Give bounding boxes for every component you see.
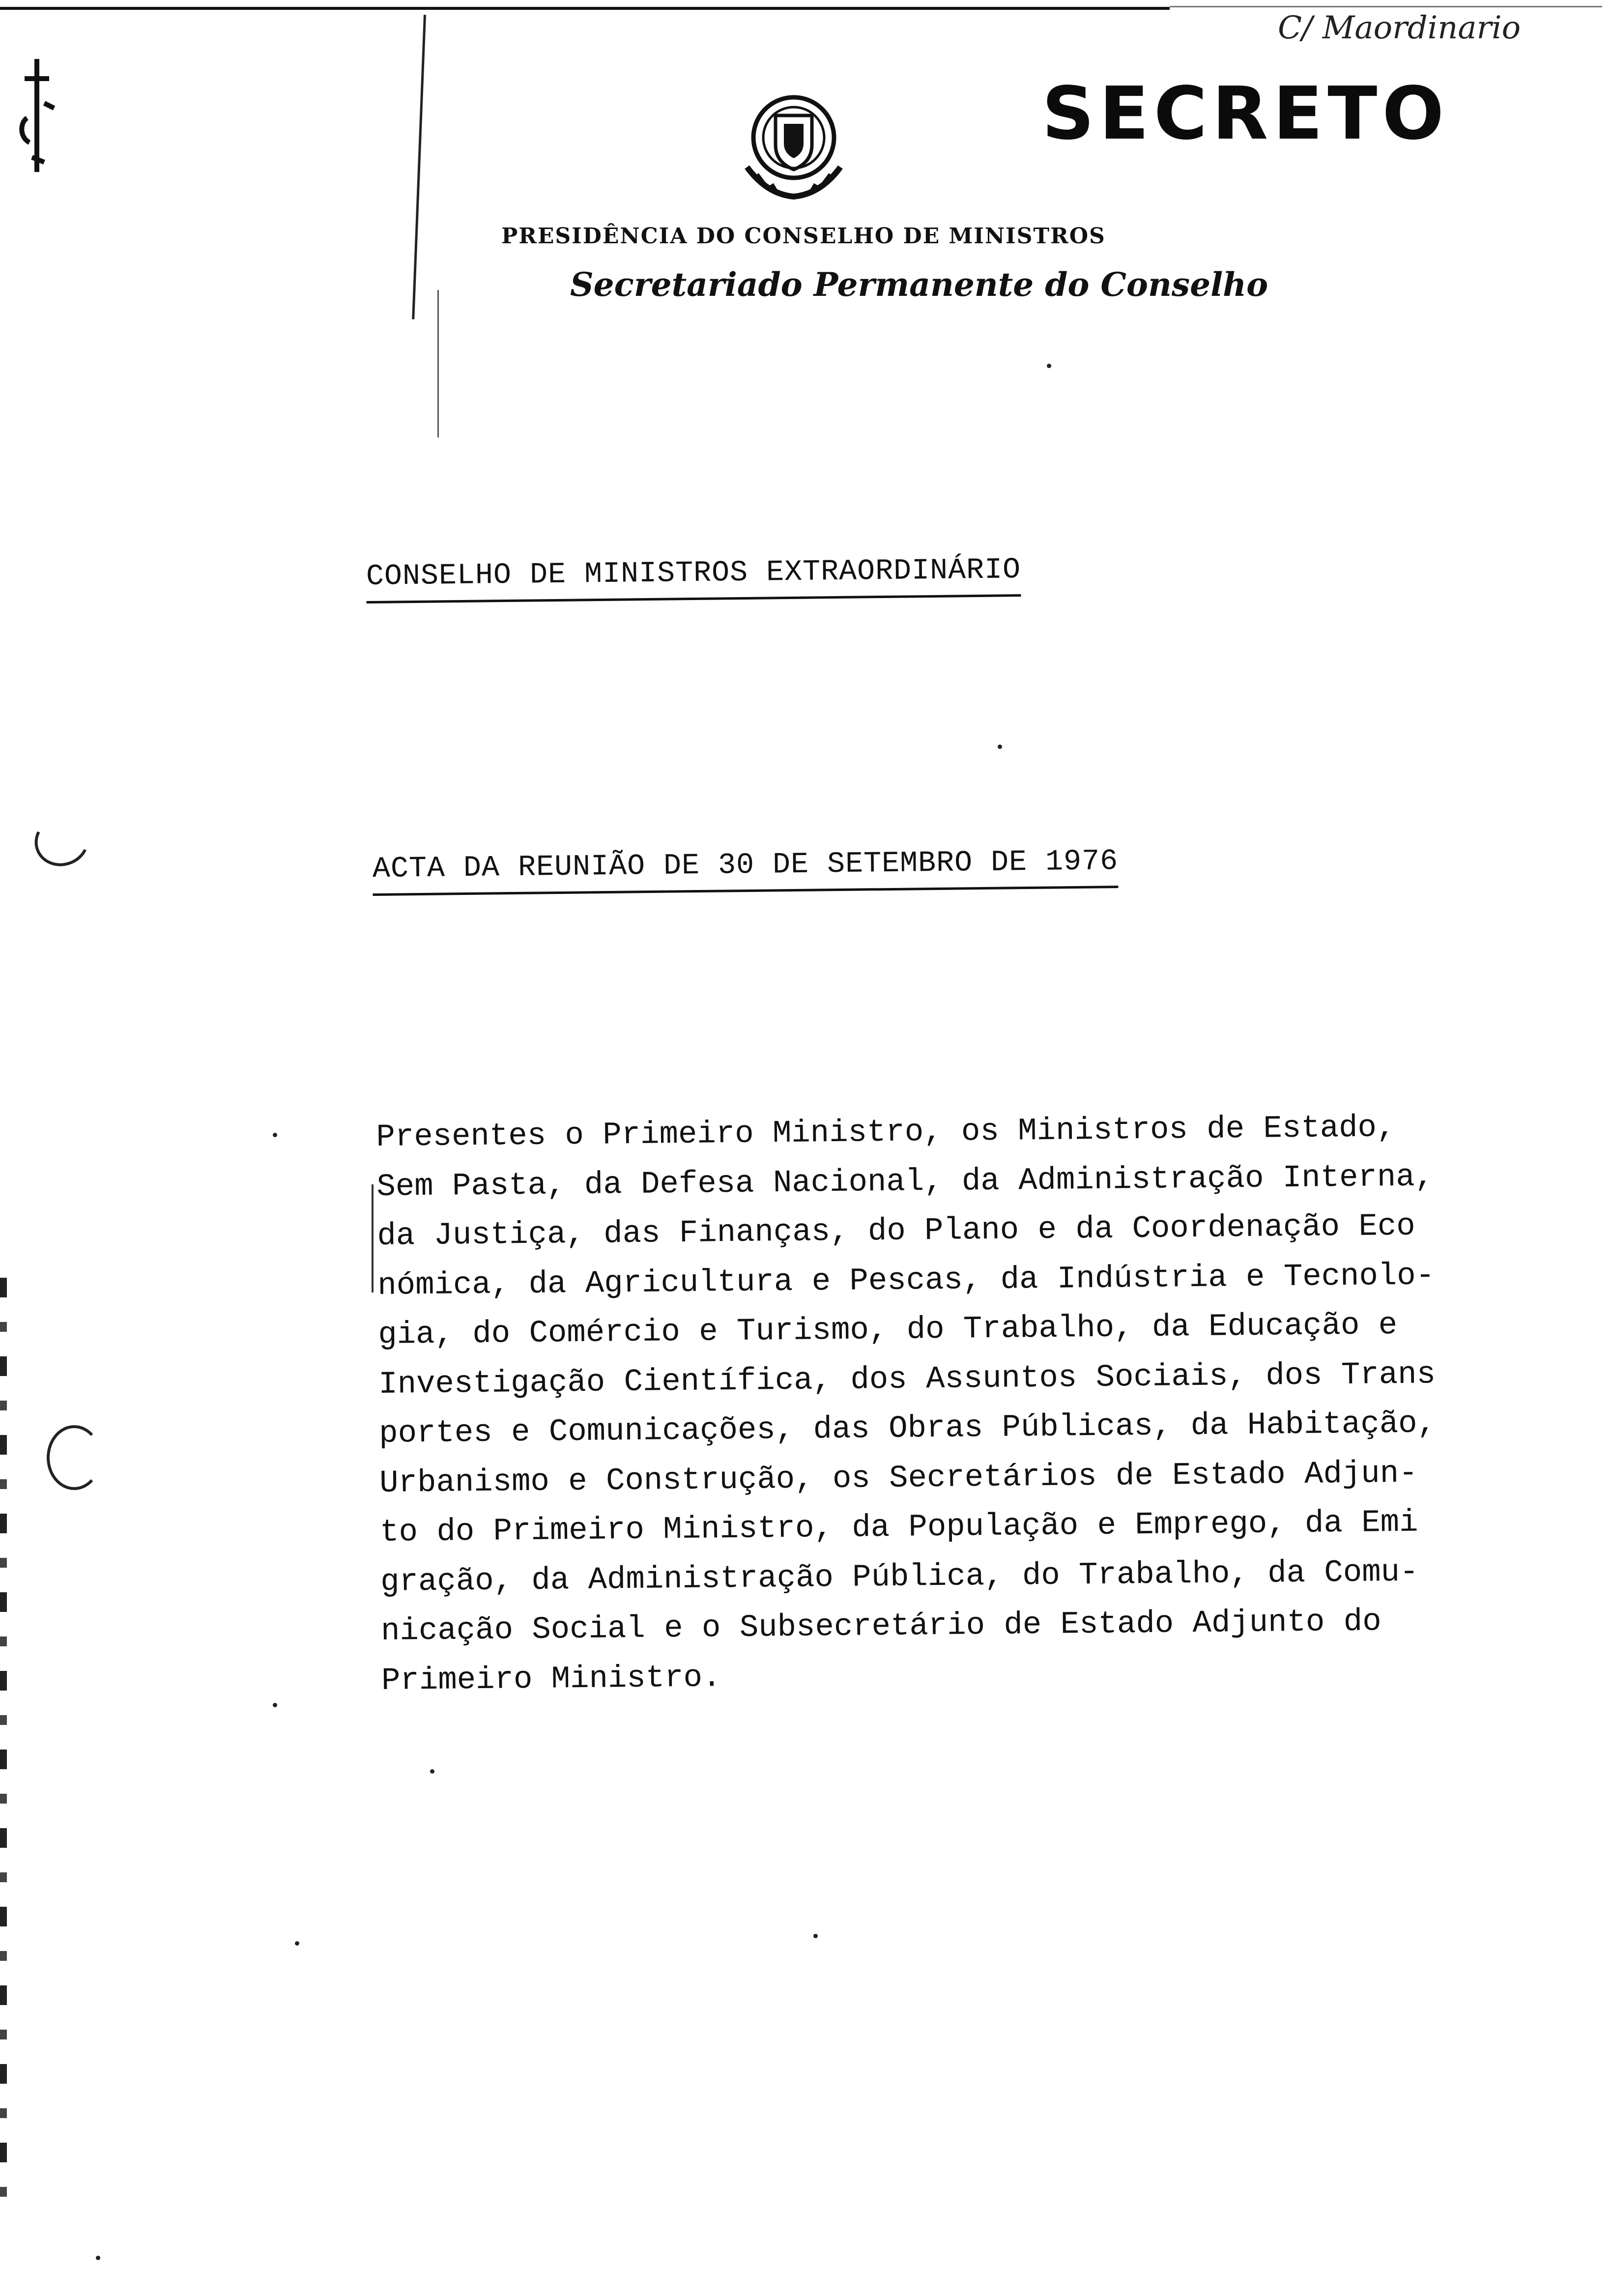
classification-stamp: SECRETO	[1042, 71, 1449, 156]
speck	[813, 1934, 818, 1938]
attendance-line: gração, da Administração Pública, do Trabalho, da Comu-	[380, 1554, 1419, 1600]
speck	[273, 1133, 277, 1137]
speck	[998, 745, 1002, 749]
ink-mark-icon	[15, 59, 59, 172]
attendance-paragraph	[376, 1102, 1507, 1706]
minutes-title-text: ACTA DA REUNIÃO DE 30 DE SETEMBRO DE 1976	[372, 845, 1119, 886]
minutes-title-heading	[373, 845, 1119, 886]
heading-underline	[367, 594, 1021, 603]
scan-left-edge-marks	[0, 1278, 7, 2211]
heading-underline	[373, 886, 1119, 896]
scan-vertical-line-lower	[437, 290, 439, 437]
scan-top-rule	[0, 7, 1170, 10]
margin-curve-mark	[47, 1425, 102, 1490]
speck	[1047, 364, 1051, 368]
institution-name: PRESIDÊNCIA DO CONSELHO DE MINISTROS	[501, 224, 1106, 249]
attendance-line: da Justiça, das Finanças, do Plano e da Coordenação Eco	[377, 1208, 1416, 1254]
speck	[96, 2256, 100, 2260]
margin-bracket	[372, 1184, 374, 1292]
scan-vertical-line	[412, 15, 426, 319]
handwritten-note: C/ Maordinario	[1278, 10, 1521, 46]
meeting-type-heading	[366, 553, 1021, 594]
margin-curve-mark	[28, 808, 96, 874]
attendance-line: gia, do Comércio e Turismo, do Trabalho, da Educação e	[377, 1308, 1398, 1353]
attendance-line: Investigação Científica, dos Assuntos Sociais, dos Trans	[378, 1356, 1436, 1403]
scan-top-rule-faint	[1170, 6, 1602, 7]
attendance-line: to do Primeiro Ministro, da População e Emprego, da Emi	[379, 1505, 1418, 1550]
attendance-line: portes e Comunicações, das Obras Públicas, da Habitação,	[378, 1406, 1437, 1452]
portuguese-coat-of-arms-icon	[737, 88, 850, 201]
office-name: Secretariado Permanente do Conselho	[570, 265, 1268, 304]
speck	[430, 1769, 434, 1774]
attendance-line: Sem Pasta, da Defesa Nacional, da Administração Interna,	[376, 1159, 1434, 1205]
attendance-line: nicação Social e o Subsecretário de Estado Adjunto do	[380, 1604, 1382, 1649]
speck	[295, 1941, 299, 1946]
attendance-line: Urbanismo e Construção, os Secretários de Estado Adjun-	[379, 1456, 1418, 1501]
attendance-line: Presentes o Primeiro Ministro, os Ministros de Estado,	[376, 1110, 1396, 1155]
attendance-line: nómica, da Agricultura e Pescas, da Indústria e Tecnolo-	[377, 1258, 1435, 1304]
meeting-type-text: CONSELHO DE MINISTROS EXTRAORDINÁRIO	[366, 553, 1021, 594]
speck	[273, 1703, 277, 1707]
attendance-line: Primeiro Ministro.	[381, 1660, 721, 1699]
